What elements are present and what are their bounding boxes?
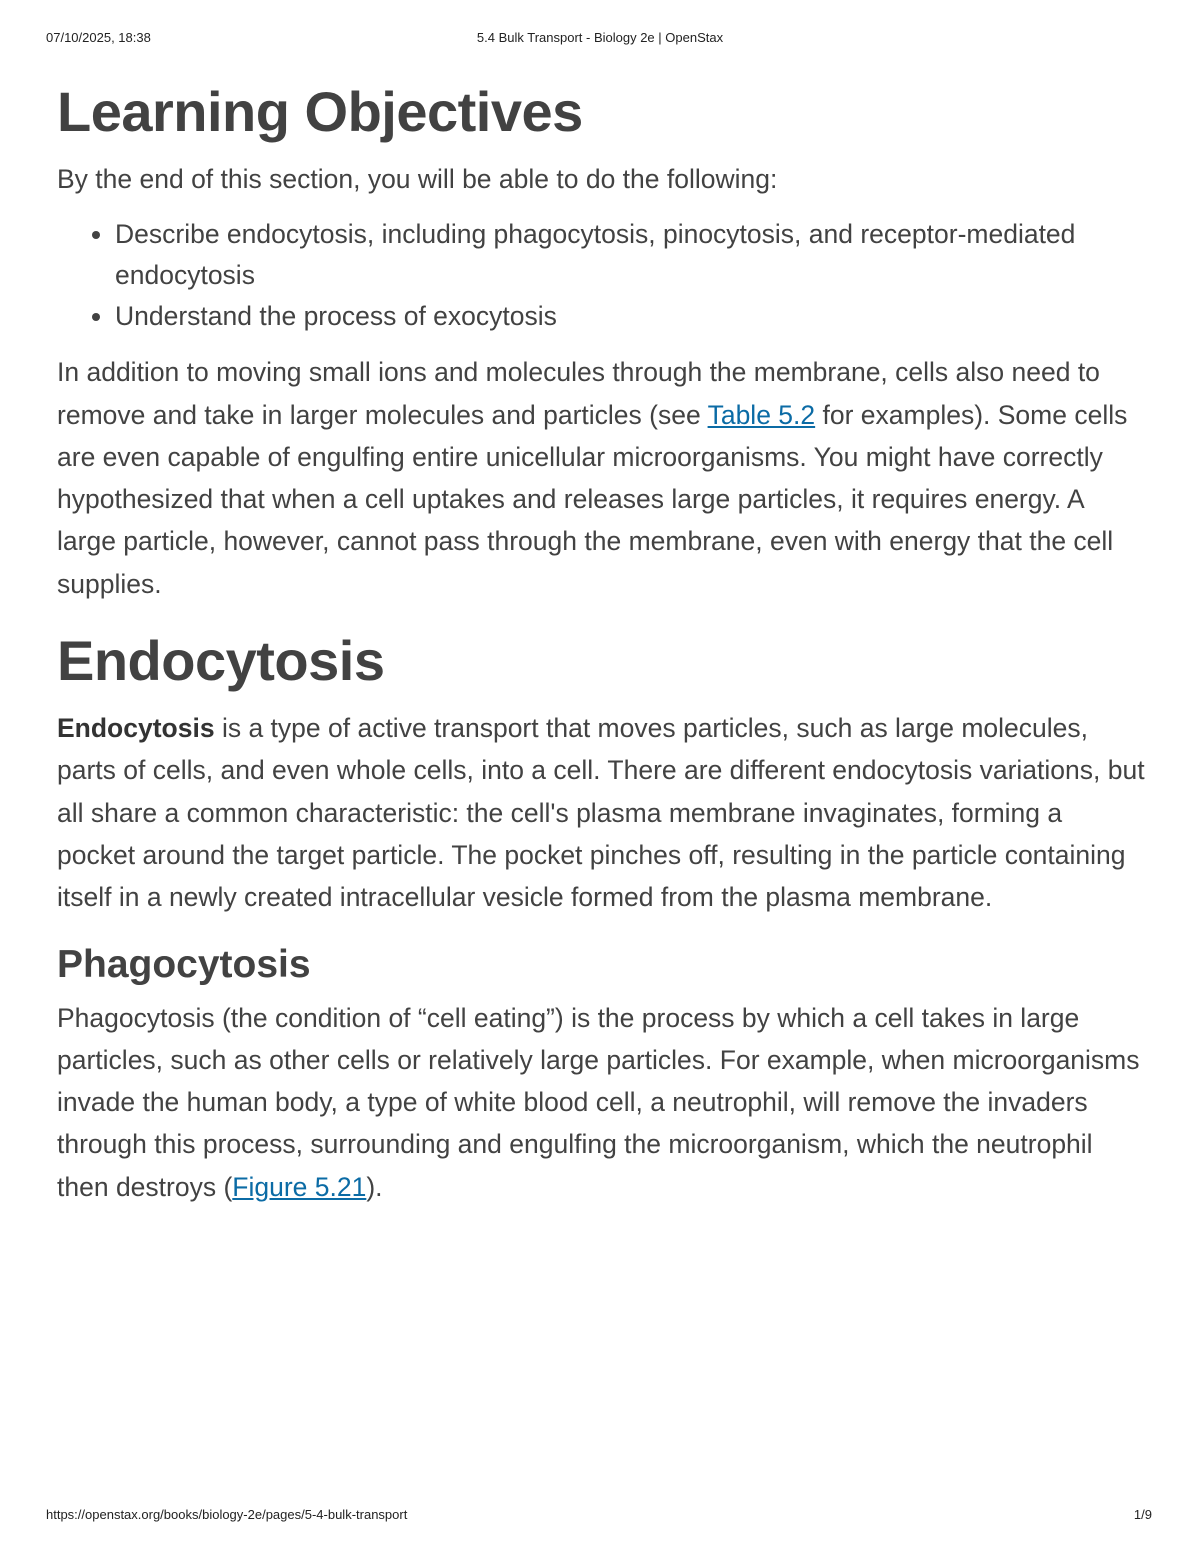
endocytosis-paragraph <box>57 707 1147 918</box>
print-page-title: 5.4 Bulk Transport - Biology 2e | OpenStax <box>476 30 724 45</box>
table-5-2-link[interactable]: Table 5.2 <box>707 399 816 430</box>
intro-text-end: for examples). Some cells are even capable of engulfing entire unicellular microorganisms. You might have correctly hypothesized that when a cell uptakes and releases large particles, it requires energy. A large particle, however, cannot pass through the membrane, even with energy that the cell supplies. <box>57 399 1128 599</box>
figure-5-21-link[interactable]: Figure 5.21 <box>232 1171 367 1202</box>
phagocytosis-text-start: Phagocytosis (the condition of “cell eating”) is the process by which a cell takes in large particles, such as other cells or relatively large particles. For example, when microorganisms invade the human body, a type of white blood cell, a neutrophil, will remove the invaders through this process, surrounding and engulfing the microorganism, which the neutrophil then destroys ( <box>57 1002 1140 1202</box>
print-header <box>0 30 1200 50</box>
intro-paragraph <box>57 351 1147 605</box>
learning-objectives-heading: Learning Objectives <box>57 80 583 143</box>
endocytosis-heading: Endocytosis <box>57 629 385 693</box>
objective-item: • Understand the process of exocytosis <box>115 296 1147 337</box>
objectives-intro: By the end of this section, you will be able to do the following: <box>57 164 778 194</box>
print-footer <box>0 1507 1200 1527</box>
print-datetime: 07/10/2025, 18:38 <box>46 30 151 45</box>
phagocytosis-paragraph <box>57 997 1147 1208</box>
endocytosis-term: Endocytosis <box>57 713 215 744</box>
page-content <box>57 78 1147 1208</box>
endocytosis-text: is a type of active transport that moves particles, such as large molecules, parts of cells, and even whole cells, into a cell. There are different endocytosis variations, but all share a common characteristic: the cell's plasma membrane invaginates, forming a pocket around the target particle. The pocket pinches off, resulting in the particle containing itself in a newly created intracellular vesicle formed from the plasma membrane. <box>57 713 1145 913</box>
objective-item: • Describe endocytosis, including phagocytosis, pinocytosis, and receptor-mediated endocytosis <box>115 214 1147 296</box>
print-page-number: 1/9 <box>1133 1507 1152 1522</box>
print-url: https://openstax.org/books/biology-2e/pages/5-4-bulk-transport <box>46 1507 408 1522</box>
intro-text-start: In addition to moving small ions and molecules through the membrane, cells also need to remove and take in larger molecules and particles (see <box>57 357 1100 430</box>
phagocytosis-heading: Phagocytosis <box>57 942 311 986</box>
phagocytosis-text-end: ). <box>366 1171 383 1202</box>
objectives-list <box>57 214 1147 337</box>
